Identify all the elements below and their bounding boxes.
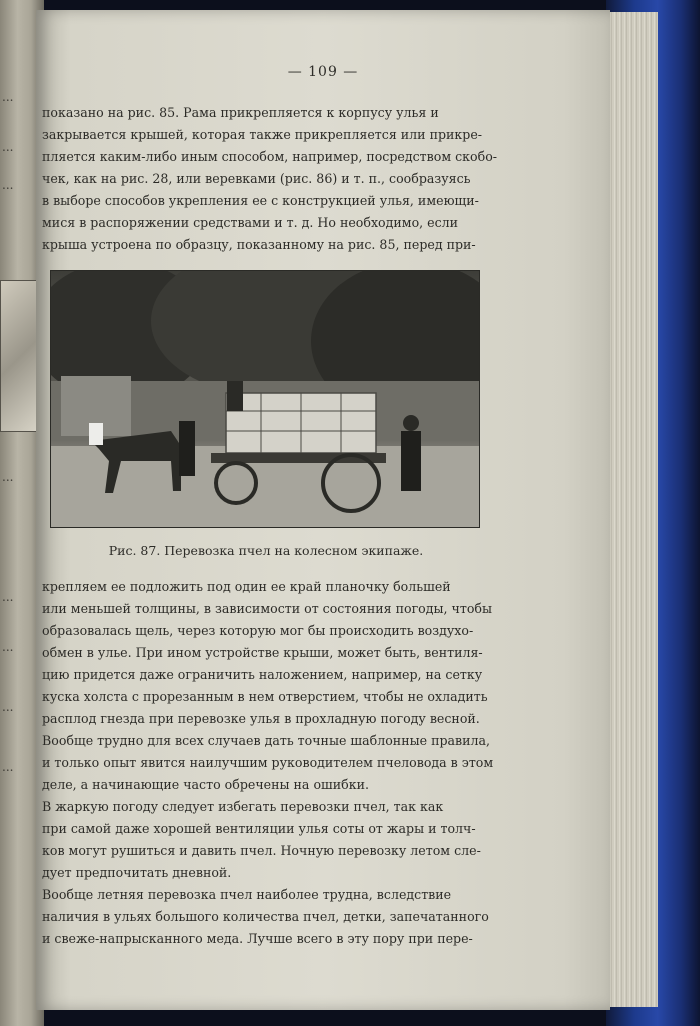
text-line: Вообще трудно для всех случаев дать точные шаблонные правила, [42, 733, 491, 748]
text-line: В жаркую погоду следует избегать перевозки пчел, так как [42, 799, 444, 814]
text-line: чек, как на рис. 28, или веревками (рис. 86) и т. п., сообразуясь [42, 171, 471, 186]
text-line: пляется каким-либо иным способом, например, посредством скобо- [42, 149, 498, 164]
facing-page-text-fragment: ... [2, 470, 14, 484]
text-line: крепляем ее подложить под один ее край планочку большей [42, 579, 451, 594]
text-block-bottom [42, 576, 510, 950]
facing-page-text-fragment: ... [2, 140, 14, 154]
text-line: цию придется даже ограничить наложением, например, на сетку [42, 667, 483, 682]
book-page [36, 10, 610, 1010]
text-line: деле, а начинающие часто обречены на ошибки. [42, 777, 369, 792]
text-line: расплод гнезда при перевозке улья в прохладную погоду весной. [42, 711, 480, 726]
text-line: в выборе способов укрепления ее с конструкцией улья, имеющи- [42, 193, 479, 208]
text-line: закрывается крышей, которая также прикрепляется или прикре- [42, 127, 483, 142]
text-line: мися в распоряжении средствами и т. д. Но необходимо, если [42, 215, 459, 230]
text-line: при самой даже хорошей вентиляции улья соты от жары и толч- [42, 821, 476, 836]
text-line: наличия в ульях большого количества пчел, детки, запечатанного [42, 909, 489, 924]
text-line: образовалась щель, через которую мог бы происходить воздухо- [42, 623, 474, 638]
text-line: и свеже-напрысканного меда. Лучше всего в эту пору при пере- [42, 931, 473, 946]
page-number: — 109 — [287, 64, 359, 80]
text-block-top [42, 102, 510, 256]
text-line: обмен в улье. При ином устройстве крыши, может быть, вентиля- [42, 645, 483, 660]
facing-page-text-fragment: ... [2, 640, 14, 654]
facing-page-text-fragment: ... [2, 760, 14, 774]
figure-photo [50, 270, 480, 528]
text-line: дует предпочитать дневной. [42, 865, 232, 880]
figure-caption: Рис. 87. Перевозка пчел на колесном экипаже. [108, 543, 424, 558]
text-line: ков могут рушиться и давить пчел. Ночную перевозку летом сле- [42, 843, 481, 858]
text-line: и только опыт явится наилучшим руководителем пчеловода в этом [42, 755, 494, 770]
facing-page-text-fragment: ... [2, 178, 14, 192]
figure-illustration [51, 271, 479, 527]
facing-page-text-fragment: ... [2, 90, 14, 104]
text-line: крыша устроена по образцу, показанному на рис. 85, перед при- [42, 237, 476, 252]
text-line: или меньшей толщины, в зависимости от состояния погоды, чтобы [42, 601, 493, 616]
text-line: показано на рис. 85. Рама прикрепляется к корпусу улья и [42, 105, 439, 120]
text-line: куска холста с прорезанным в нем отверстием, чтобы не охладить [42, 689, 488, 704]
facing-page-text-fragment: ... [2, 700, 14, 714]
text-line: Вообще летняя перевозка пчел наиболее трудна, вследствие [42, 887, 452, 902]
facing-page-text-fragment: ... [2, 590, 14, 604]
